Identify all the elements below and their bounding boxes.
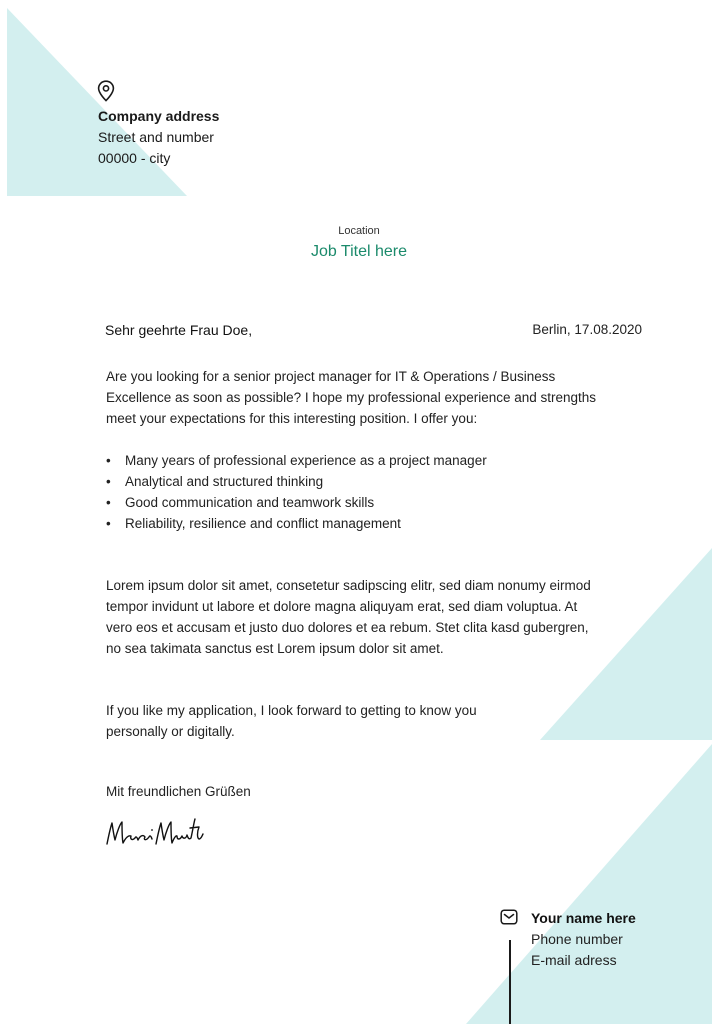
lorem-paragraph: Lorem ipsum dolor sit amet, consetetur sadipscing elitr, sed diam nonumy eirmod tempor invidunt ut labore et dolore magna aliquyam erat, sed diam voluptua. At vero eos et accusam et justo duo dolores et ea rebum. Stet clita kasd gubergren, no sea takimata sanctus est Lorem ipsum dolor sit amet.: [106, 578, 591, 656]
list-item: • Analytical and structured thinking: [106, 471, 487, 492]
list-item: • Many years of professional experience as a project manager: [106, 450, 487, 471]
intro-paragraph: Are you looking for a senior project manager for IT & Operations / Business Excellence as soon as possible? I hope my professional experience and strengths meet your expectations for this interesting position. I offer you:: [106, 369, 597, 426]
sender-email: E-mail adress: [531, 952, 617, 968]
qualifications-list: [106, 450, 487, 534]
job-title: Job Titel here: [310, 243, 408, 260]
list-item: • Good communication and teamwork skills: [106, 492, 487, 513]
location-label: Location: [338, 225, 380, 237]
company-address-block: [98, 80, 219, 169]
closing-paragraph: If you like my application, I look forward to getting to know you personally or digitally.: [106, 703, 477, 739]
letter-date: Berlin, 17.08.2020: [532, 322, 642, 337]
list-item: • Reliability, resilience and conflict management: [106, 513, 487, 534]
contact-divider: [509, 940, 511, 1024]
location-pin-icon: [97, 80, 115, 102]
decorative-triangle-bottom: [466, 744, 712, 1024]
salutation: Sehr geehrte Frau Doe,: [105, 322, 253, 338]
sender-name: Your name here: [531, 910, 636, 926]
sender-phone: Phone number: [531, 931, 623, 947]
company-street: Street and number: [98, 129, 214, 145]
company-city: 00000 - city: [98, 150, 171, 166]
letter-heading: [0, 225, 718, 261]
handwritten-signature: [104, 814, 204, 854]
closing-greeting: Mit freundlichen Grüßen: [106, 784, 251, 799]
mail-icon: [500, 908, 518, 926]
company-name: Company address: [98, 108, 220, 124]
